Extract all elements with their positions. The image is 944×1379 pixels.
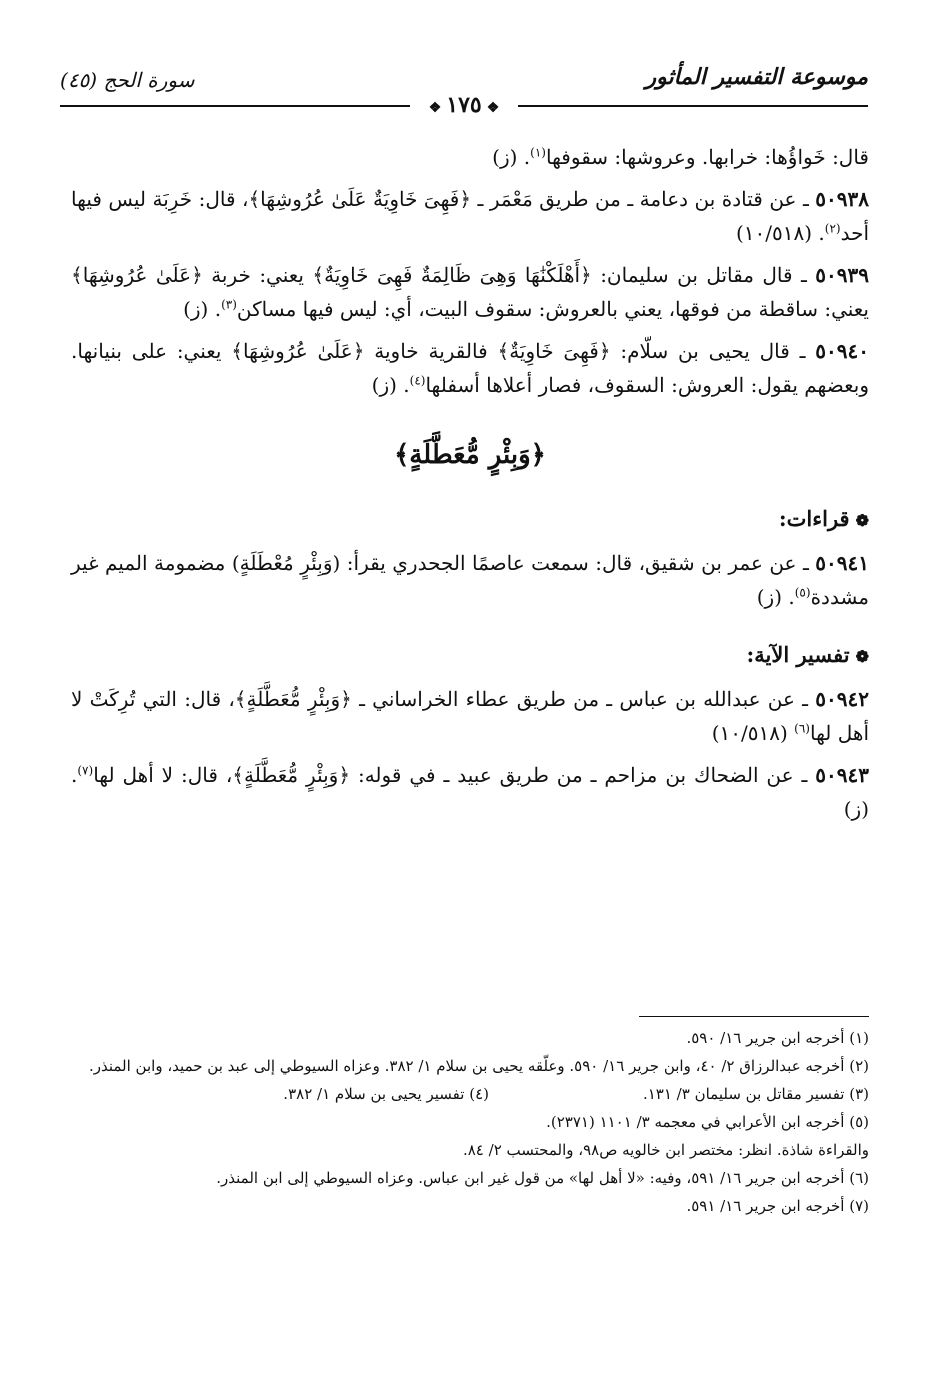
paragraph: قال: خَواؤُها: خرابها. وعروشها: سقوفها$^{(١)}$. (ز) [492,145,869,169]
paragraph: ٥٠٩٤٢ ـ عن عبدالله بن عباس ـ من طريق عطاء الخراساني ـ ﴿وَبِئْرٍ مُّعَطَّلَةٍ﴾، قال: التي تُرِكَتْ لا أهل لها$^{(٦)}$ (١٠/٥١٨) [71,687,869,745]
ornament-icon: ❖ [486,100,500,116]
footnote-ref: (٦) [794,721,810,736]
athar-number: ٥٠٩٤١ [815,551,869,575]
ayah-heading: ﴿وَبِئْرٍ مُّعَطَّلَةٍ﴾ [394,440,546,470]
header-rule-right [518,105,868,107]
footnote-pair [71,1080,869,1108]
main-text [71,140,869,834]
athar-number: ٥٠٩٣٨ [815,187,869,211]
paragraph: ٥٠٩٣٨ ـ عن قتادة بن دعامة ـ من طريق مَعْمَر ـ ﴿فَهِىَ خَاوِيَةٌ عَلَىٰ عُرُوشِهَا﴾، قال: خَرِبَة ليس فيها أحد$^{(٢)}$. (١٠/٥١٨) [71,187,869,245]
athar-number: ٥٠٩٤٣ [815,763,869,787]
paragraph: ٥٠٩٤٣ ـ عن الضحاك بن مزاحم ـ من طريق عبيد ـ في قوله: ﴿وَبِئْرٍ مُّعَطَّلَةٍ﴾، قال: لا أهل لها$^{(٧)}$. (ز) [71,763,869,821]
footnotes [71,1024,869,1220]
section-heading: ❁تفسير الآية: [746,642,869,667]
flower-icon: ❁ [855,647,869,666]
footnote: (٣) تفسير مقاتل بن سليمان ٣/ ١٣١. [642,1085,869,1103]
footnote: (١) أخرجه ابن جرير ١٦/ ٥٩٠. [686,1029,869,1047]
paragraph: ٥٠٩٤١ ـ عن عمر بن شقيق، قال: سمعت عاصمًا الجحدري يقرأ: (وَبِئْرٍ مُعْطَلَةٍ) مضمومة الميم غير مشددة$^{(٥)}$. (ز) [71,551,869,609]
flower-icon: ❁ [855,511,869,530]
header-rule-left [60,105,410,107]
footnote: والقراءة شاذة. انظر: مختصر ابن خالويه ص٩٨، والمحتسب ٢/ ٨٤. [462,1141,869,1159]
footnote-ref: (٢) [824,221,841,236]
footnote: (٥) أخرجه ابن الأعرابي في معجمه ٣/ ١١٠١ (٢٣٧١). [546,1113,869,1131]
footnote-ref: (١) [530,145,546,160]
ornament-icon: ❖ [428,100,442,116]
surah-title: سورة الحج (٤٥) [60,68,195,92]
page-number-value: ١٧٥ [446,92,482,118]
athar-number: ٥٠٩٤٠ [815,339,869,363]
footnote-ref: (٤) [409,373,426,388]
footnote: (٦) أخرجه ابن جرير ١٦/ ٥٩١، وفيه: «لا أهل لها» من قول غير ابن عباس. وعزاه السيوطي إلى ابن المنذر. [216,1169,869,1187]
page-header [60,62,868,118]
footnote: (٤) تفسير يحيى بن سلام ١/ ٣٨٢. [283,1085,489,1103]
book-title: موسوعة التفسير المأثور [645,64,868,90]
athar-number: ٥٠٩٣٩ [815,263,869,287]
athar-number: ٥٠٩٤٢ [815,687,869,711]
section-heading: ❁قراءات: [778,506,869,531]
footnote-ref: (٧) [77,763,94,778]
page-number [412,92,517,118]
footnote: (٢) أخرجه عبدالرزاق ٢/ ٤٠، وابن جرير ١٦/ ٥٩٠. وعلّقه يحيى بن سلام ١/ ٣٨٢. وعزاه السيوطي إلى عبد بن حميد، وابن المنذر. [88,1057,869,1075]
paragraph: ٥٠٩٣٩ ـ قال مقاتل بن سليمان: ﴿أَهْلَكْنَٰهَا وَهِىَ ظَالِمَةٌ فَهِىَ خَاوِيَةٌ﴾ يعني: خربة ﴿عَلَىٰ عُرُوشِهَا﴾ يعني: ساقطة من فوقها، يعني بالعروش: سقوف البيت، أي: ليس فيها مساكن$^{(٣)}$. (ز) [71,263,869,321]
footnote: (٧) أخرجه ابن جرير ١٦/ ٥٩١. [686,1197,869,1215]
footnote-separator [639,1016,869,1017]
paragraph: ٥٠٩٤٠ ـ قال يحيى بن سلّام: ﴿فَهِىَ خَاوِيَةٌ﴾ فالقرية خاوية ﴿عَلَىٰ عُرُوشِهَا﴾ يعني: على بنيانها. وبعضهم يقول: العروش: السقوف، فصار أعلاها أسفلها$^{(٤)}$. (ز) [71,339,869,397]
footnote-ref: (٣) [221,297,237,312]
footnote-ref: (٥) [794,585,811,600]
